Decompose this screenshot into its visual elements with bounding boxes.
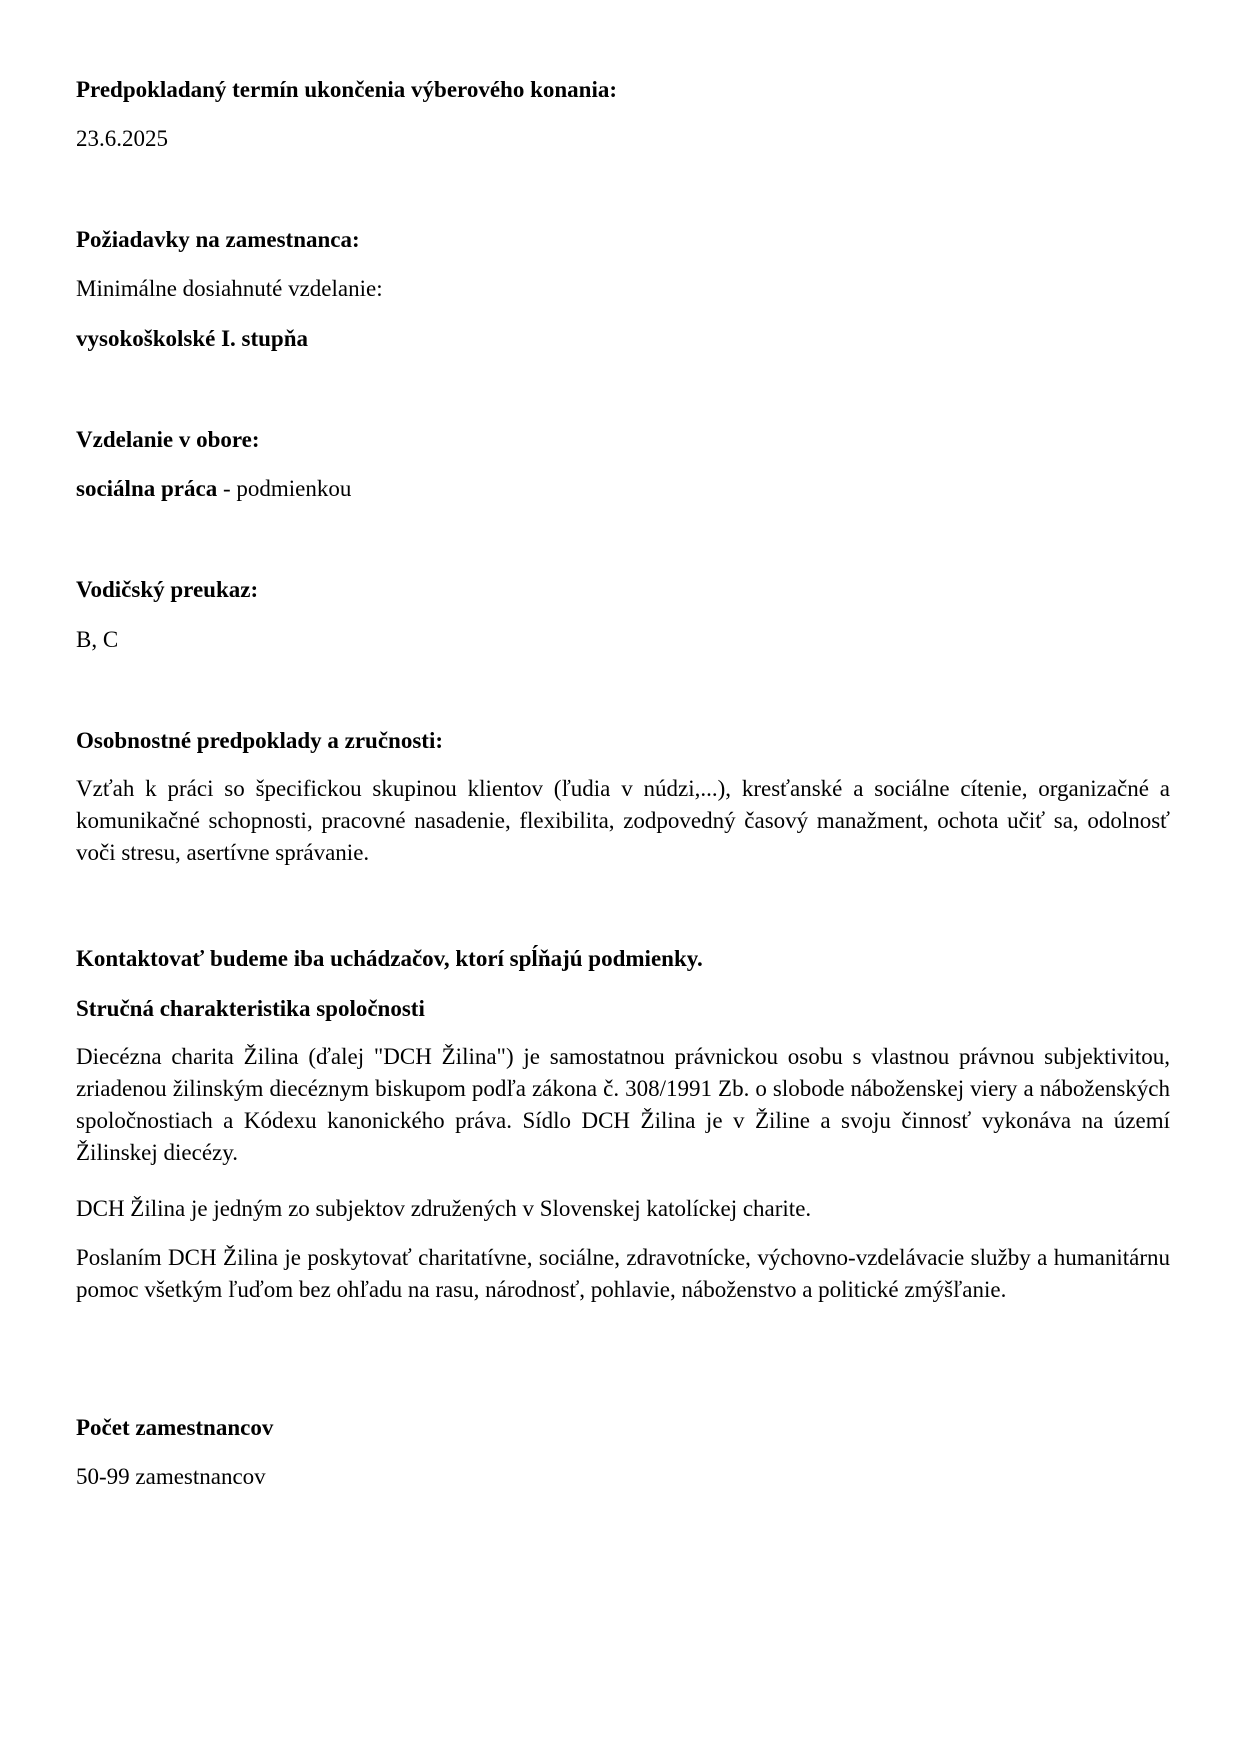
field-value	[76, 473, 1170, 505]
personal-heading: Osobnostné predpoklady a zručnosti:	[76, 728, 444, 753]
license-heading: Vodičský preukaz:	[76, 577, 259, 602]
company-paragraph-3: Poslaním DCH Žilina je poskytovať charitatívne, sociálne, zdravotnícke, výchovno-vzdelávacie služby a humanitárnu pomoc všetkým ľuďom bez ohľadu na rasu, národnosť, pohlavie, náboženstvo a politické zmýšľanie.	[76, 1245, 1170, 1302]
license-value: B, C	[76, 627, 119, 652]
requirements-heading: Požiadavky na zamestnanca:	[76, 227, 360, 252]
company-heading: Stručná charakteristika spoločnosti	[76, 996, 425, 1021]
field-value-rest: - podmienkou	[217, 476, 352, 501]
deadline-heading: Predpokladaný termín ukončenia výberového konania:	[76, 77, 618, 102]
employees-value: 50-99 zamestnancov	[76, 1464, 266, 1489]
company-paragraph-2: DCH Žilina je jedným zo subjektov združených v Slovenskej katolíckej charite.	[76, 1196, 812, 1221]
company-paragraph-1: Diecézna charita Žilina (ďalej "DCH Žilina") je samostatnou právnickou osobu s vlastnou právnou subjektivitou, zriadenou žilinským diecéznym biskupom podľa zákona č. 308/1991 Zb. o slobode náboženskej viery a náboženských spoločnostiach a Kódexu kanonického práva. Sídlo DCH Žilina je v Žiline a svoju činnosť vykonáva na území Žilinskej diecézy.	[76, 1044, 1170, 1165]
education-value: vysokoškolské I. stupňa	[76, 326, 309, 351]
personal-text: Vzťah k práci so špecifickou skupinou klientov (ľudia v núdzi,...), kresťanské a sociálne cítenie, organizačné a komunikačné schopnosti, pracovné nasadenie, flexibilita, zodpovedný časový manažment, ochota učiť sa, odolnosť voči stresu, asertívne správanie.	[76, 776, 1170, 865]
field-heading: Vzdelanie v obore:	[76, 427, 260, 452]
education-label: Minimálne dosiahnuté vzdelanie:	[76, 276, 383, 301]
employees-heading: Počet zamestnancov	[76, 1415, 274, 1440]
contact-note: Kontaktovať budeme iba uchádzačov, ktorí spĺňajú podmienky.	[76, 946, 703, 971]
deadline-value: 23.6.2025	[76, 126, 168, 151]
field-value-bold: sociálna práca	[76, 476, 218, 501]
